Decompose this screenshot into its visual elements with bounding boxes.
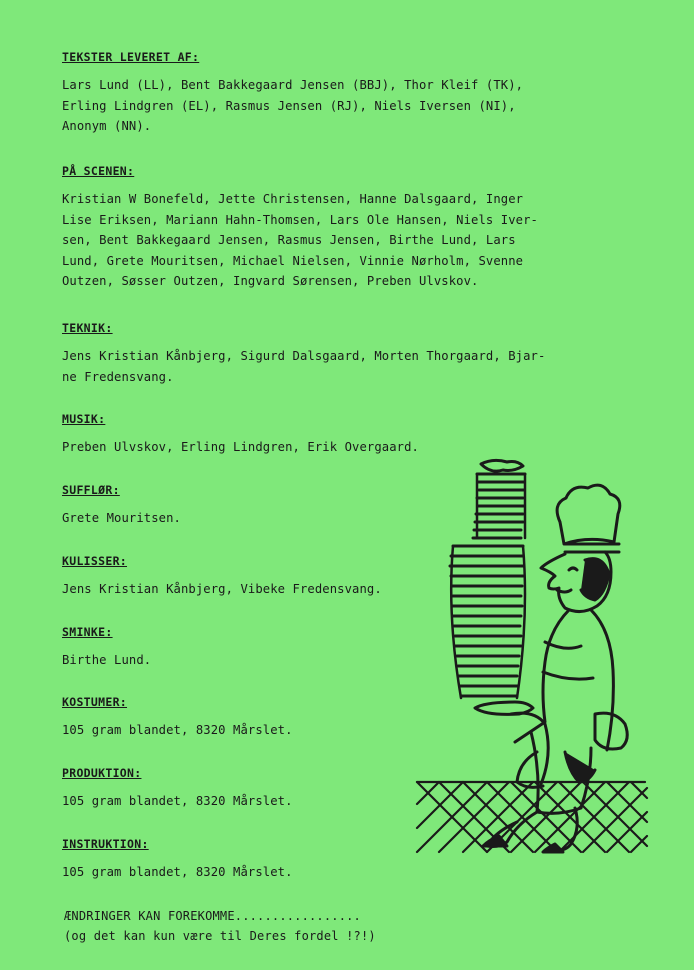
section-text: Preben Ulvskov, Erling Lindgren, Erik Overgaard. [62,440,419,454]
section-text: 105 gram blandet, 8320 Mårslet. [62,794,293,808]
section-text: Lars Lund (LL), Bent Bakkegaard Jensen (BBJ), Thor Kleif (TK), Erling Lindgren (EL), Rasmus Jensen (RJ), Niels Iversen (NI), Anonym (NN). [62,78,524,133]
section-text: Kristian W Bonefeld, Jette Christensen, Hanne Dalsgaard, Inger Lise Eriksen, Mariann Hahn-Thomsen, Lars Ole Hansen, Niels Iver- sen, Bent Bakkegaard Jensen, Rasmus Jensen, Birthe Lund, Lars Lund, Grete Mouritsen, Michael Nielsen, Vinnie Nørholm, Svenne Outzen, Søsser Outzen, Ingvard Sørensen, Preben Ulvskov. [62,192,538,288]
section-heading: TEKSTER LEVERET AF: [62,50,200,64]
section-heading: PRODUKTION: [62,766,142,780]
section-musik [62,411,642,458]
section-text: Jens Kristian Kånbjerg, Vibeke Fredensvang. [62,582,382,596]
section-heading: TEKNIK: [62,321,113,335]
section-heading: INSTRUKTION: [62,837,149,851]
chef-head [541,552,611,612]
section-heading: SMINKE: [62,625,113,639]
section-scenen [62,163,642,292]
section-heading: KULISSER: [62,554,128,568]
section-text: Birthe Lund. [62,653,152,667]
section-text: Jens Kristian Kånbjerg, Sigurd Dalsgaard, Morten Thorgaard, Bjar- ne Fredensvang. [62,349,546,384]
section-text: 105 gram blandet, 8320 Mårslet. [62,723,293,737]
section-teknik [62,320,642,387]
footer-note: ÆNDRINGER KAN FOREKOMME................. (og det kan kun være til Deres fordel !?!) [64,909,376,943]
section-tekster [62,49,642,137]
section-heading: SUFFLØR: [62,483,120,497]
section-heading: MUSIK: [62,412,106,426]
section-text: 105 gram blandet, 8320 Mårslet. [62,865,293,879]
chef-carrying-plates-illustration [415,452,650,864]
section-heading: PÅ SCENEN: [62,164,135,178]
chef-hat [557,485,620,552]
section-text: Grete Mouritsen. [62,511,181,525]
section-heading: KOSTUMER: [62,695,128,709]
plate-stack [450,460,525,698]
